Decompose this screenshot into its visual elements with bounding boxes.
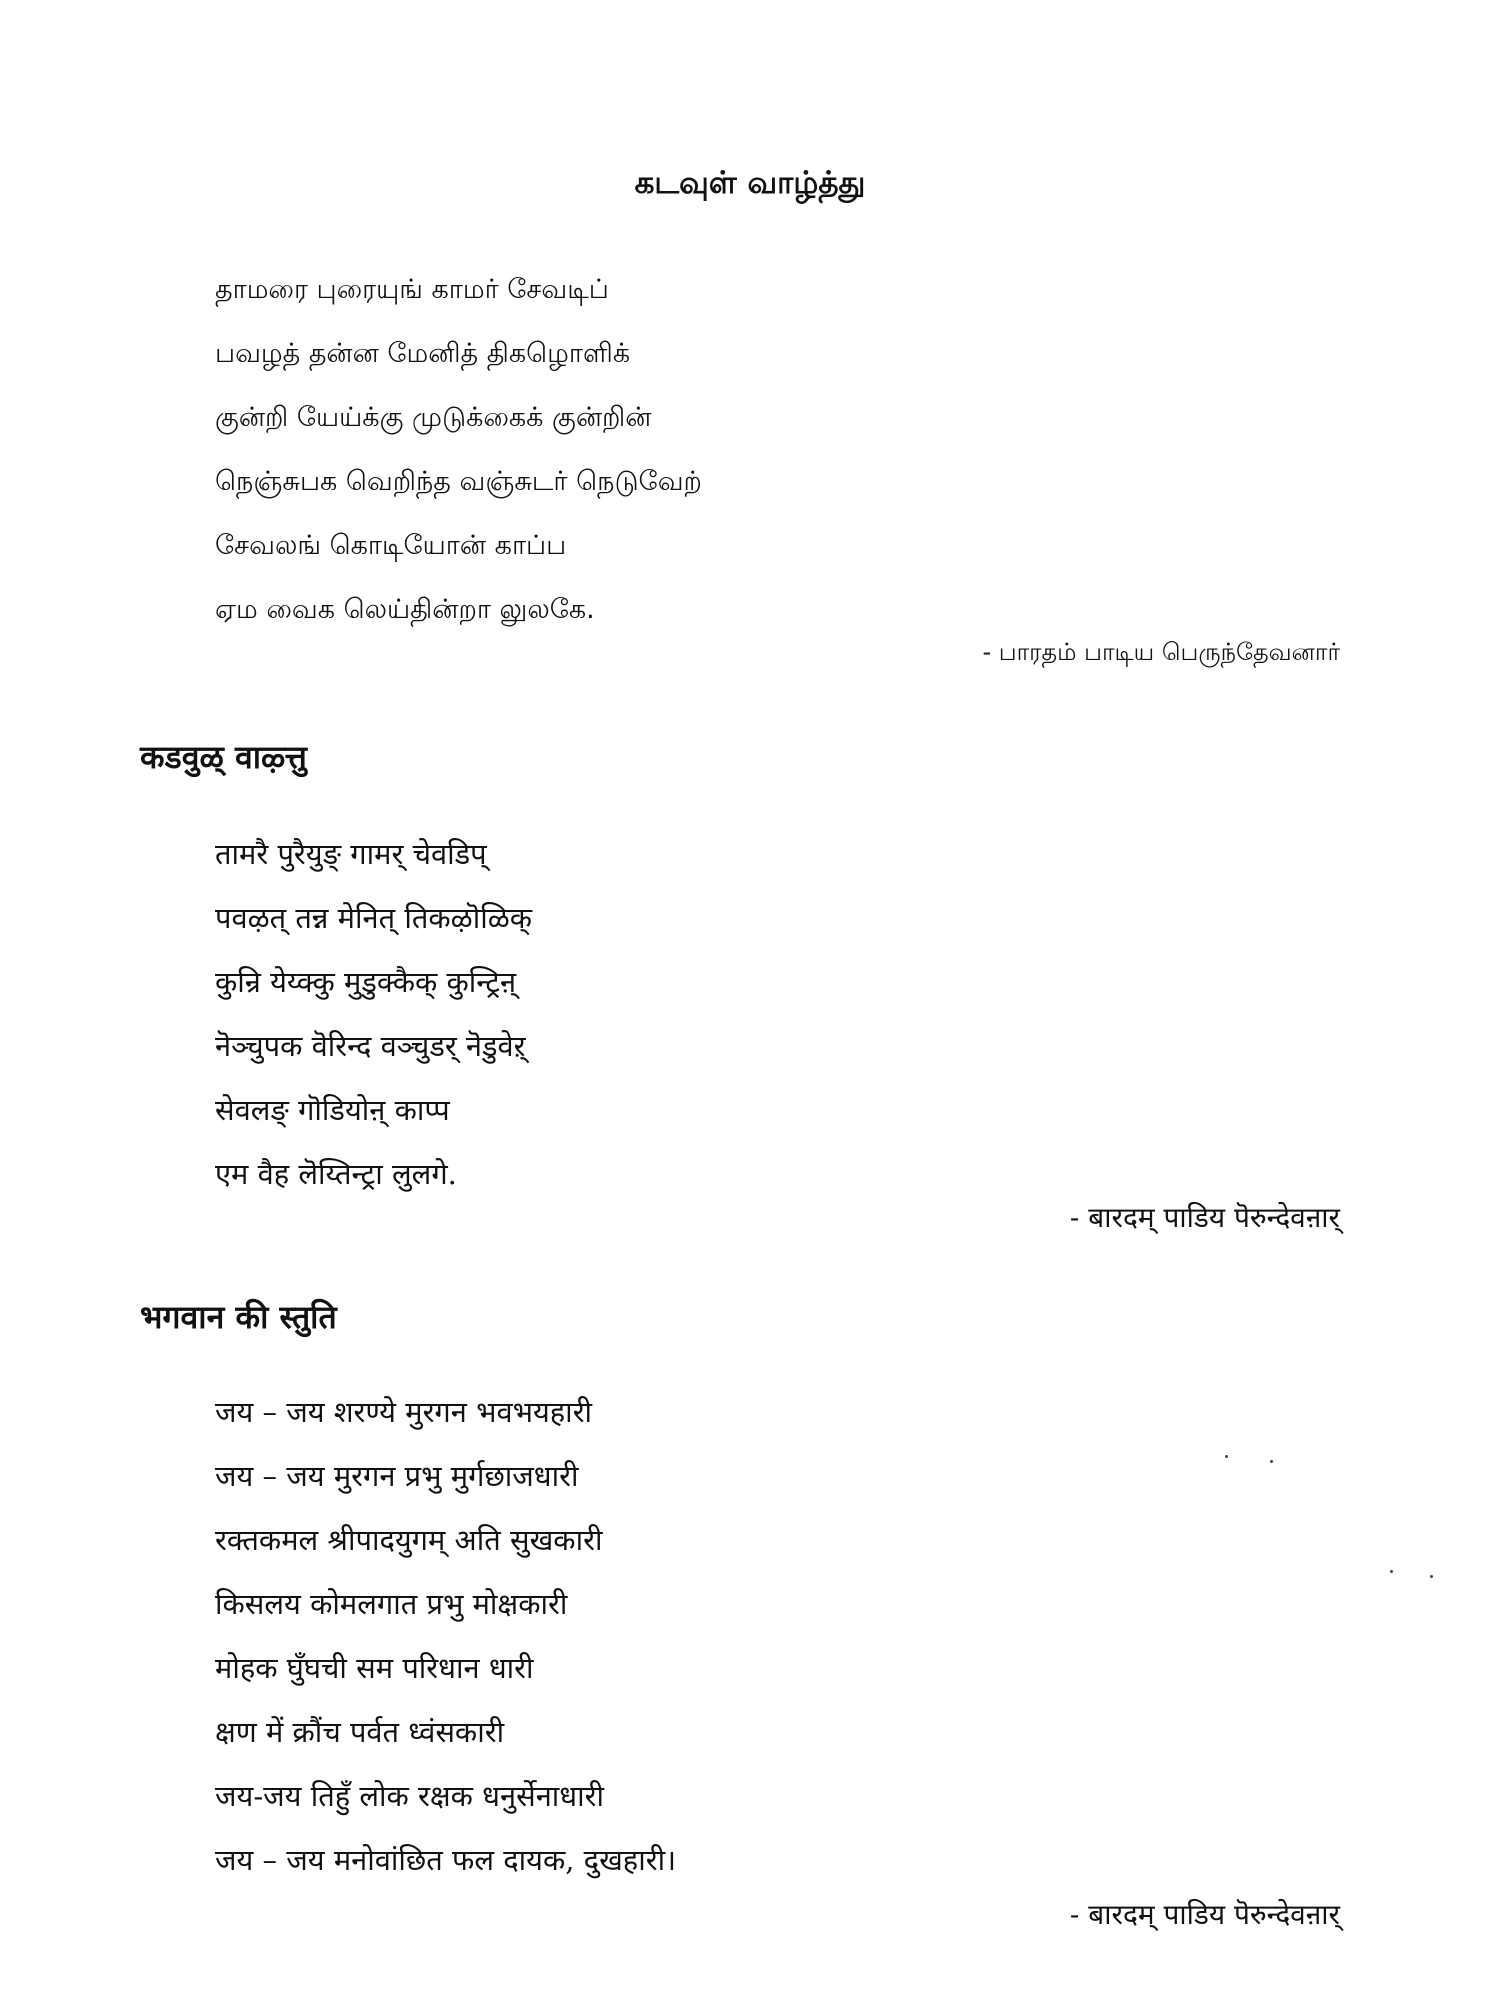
verse-line: ஏம வைக லெய்தின்றா லுலகே. [215,594,595,625]
tamil-title: கடவுள் வாழ்த்து [634,165,866,201]
scan-speck [1430,1575,1433,1578]
verse-line: குன்றி யேய்க்கு முடுக்கைக் குன்றின் [215,402,652,433]
verse-line: जय – जय मुरगन प्रभु मुर्गछाजधारी [215,1459,579,1493]
verse-line: पवऴत् तन्न मेनित् तिकऴॊळिक् [215,901,533,935]
verse-line: जय – जय शरण्ये मुरगन भवभयहारी [215,1395,593,1429]
scan-speck [1390,1570,1393,1573]
transliteration-verse [215,822,532,1206]
scan-speck [1270,1460,1273,1463]
tamil-attribution: - பாரதம் பாடிய பெருந்தேவனார் [982,638,1340,666]
verse-line: जय – जय मनोवांछित फल दायक, दुखहारी। [215,1843,677,1877]
hindi-title: भगवान की स्तुति [140,1298,337,1336]
transliteration-title: कडवुळ् वाऴ्त्तु [140,738,307,776]
scan-speck [1225,1455,1228,1458]
verse-line: क्षण में क्रौंच पर्वत ध्वंसकारी [215,1715,505,1749]
verse-line: सेवलङ् गॊडियोऩ् काप्प [215,1093,450,1127]
verse-line: एम वैह लॆय्तिन्ट्रा लुलगे. [215,1157,457,1191]
verse-line: रक्तकमल श्रीपादयुगम् अति सुखकारी [215,1523,603,1557]
verse-line: तामरै पुरैयुङ् गामर् चेवडिप् [215,837,487,871]
verse-line: தாமரை புரையுங் காமர் சேவடிப் [215,274,609,305]
verse-line: जय-जय तिहुँ लोक रक्षक धनुर्सेनाधारी [215,1779,605,1813]
verse-line: कुन्रि येय्क्कु मुडुक्कैक् कुन्ट्रिऩ् [215,965,517,999]
tamil-verse [215,258,702,642]
verse-line: பவழத் தன்ன மேனித் திகழொளிக் [215,338,631,369]
verse-line: நெஞ்சுபக வெறிந்த வஞ்சுடர் நெடுவேற் [215,466,702,497]
hindi-verse [215,1380,676,1892]
verse-line: नॆञ्चुपक वॆरिन्द वञ्चुडर् नॆडुवेऱ् [215,1029,526,1063]
verse-line: मोहक घुँघची सम परिधान धारी [215,1651,534,1685]
hindi-attribution: - बारदम् पाडिय पॆरुन्देवऩार् [1069,1898,1340,1931]
verse-line: किसलय कोमलगात प्रभु मोक्षकारी [215,1587,568,1621]
verse-line: சேவலங் கொடியோன் காப்ப [215,530,567,561]
transliteration-attribution: - बारदम् पाडिय पॆरुन्देवऩार् [1069,1201,1340,1234]
